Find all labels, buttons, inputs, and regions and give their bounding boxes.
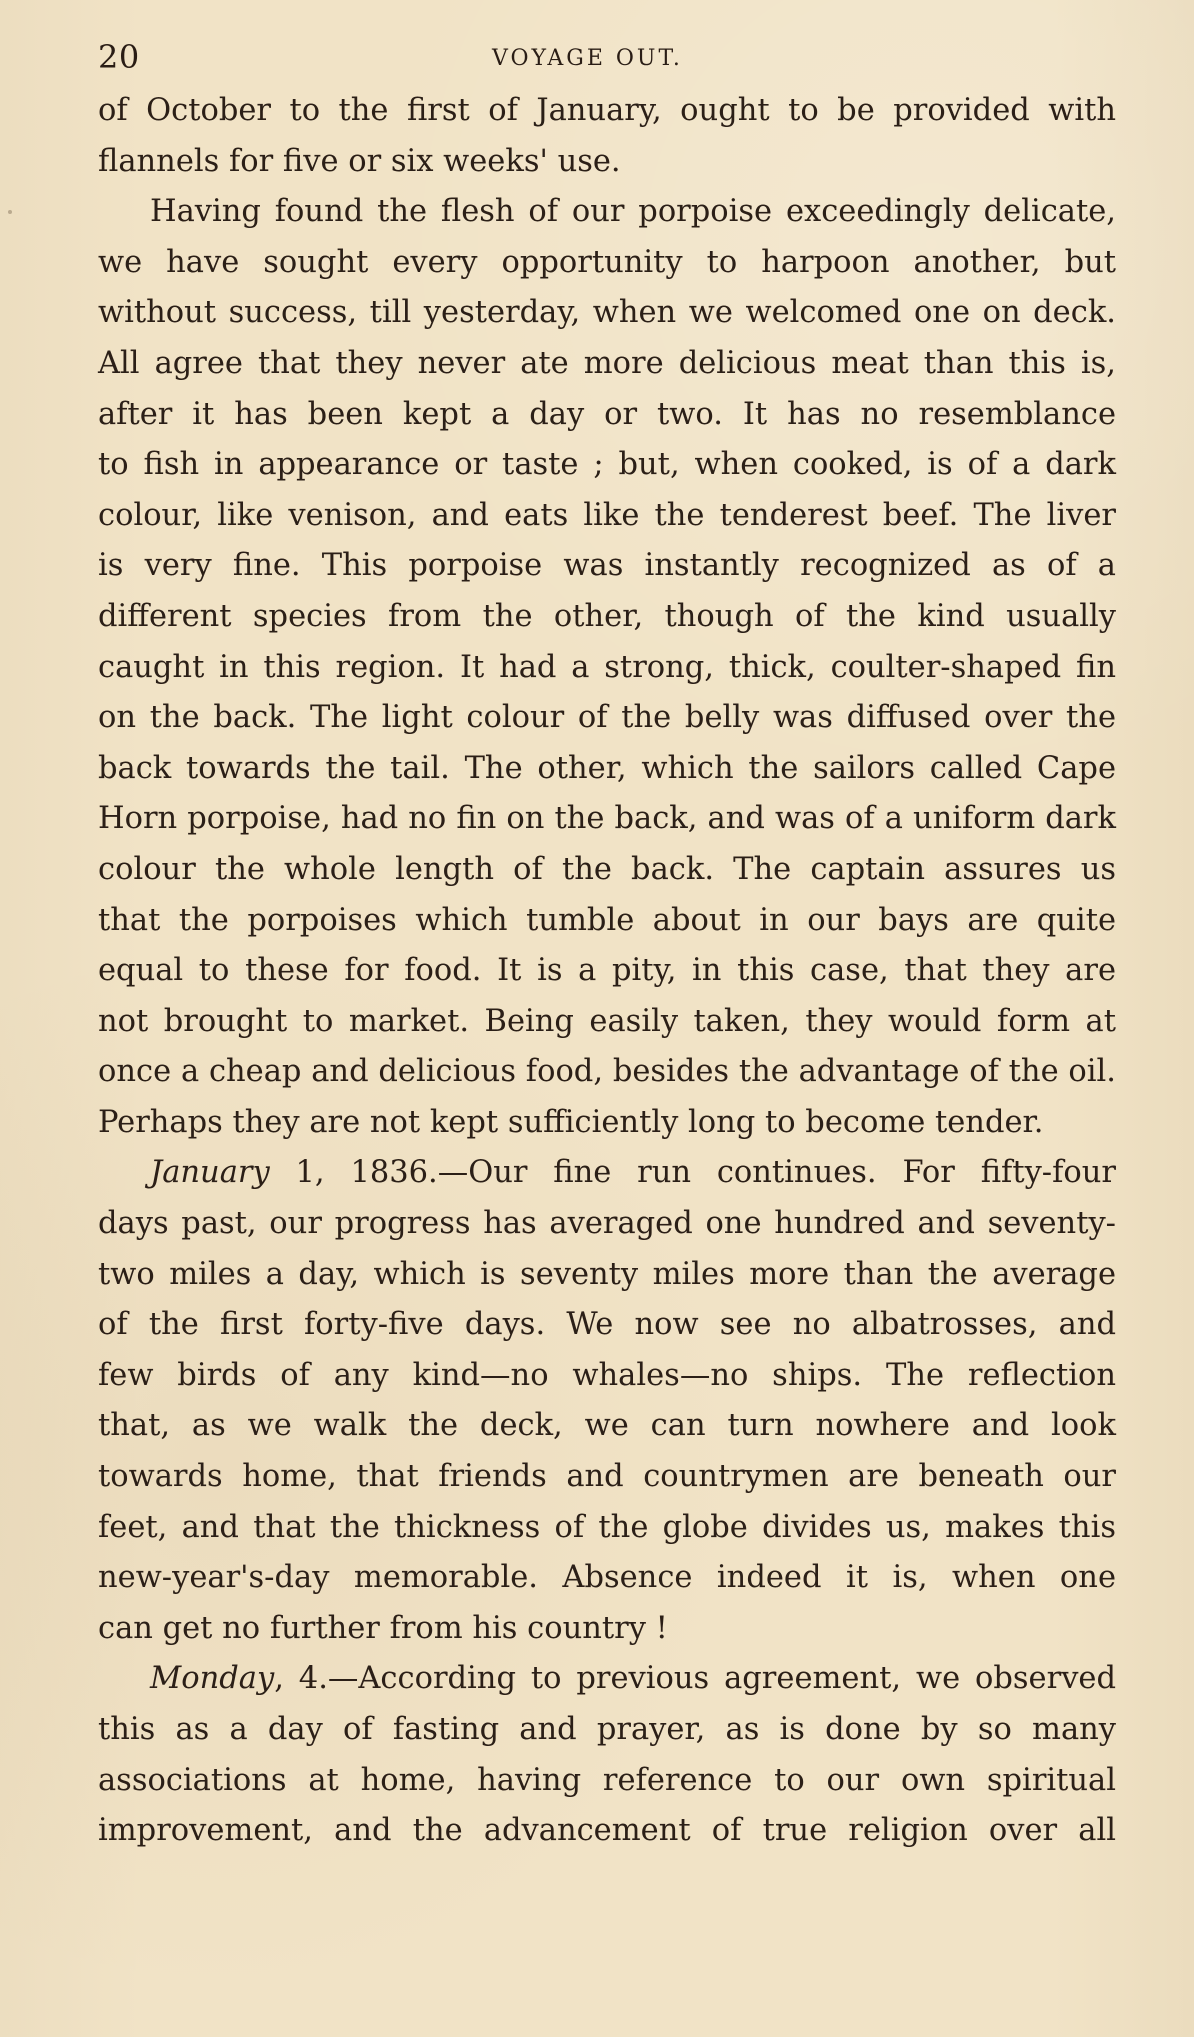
text-line: once a cheap and delicious food, besides the advantage of the oil. [98, 1054, 1116, 1090]
text-line: we have sought every opportunity to harpoon another, but [98, 244, 1116, 280]
text-line: Horn porpoise, had no fin on the back, and was of a uniform dark [98, 801, 1116, 837]
text-line [98, 1148, 1116, 1199]
text-line: is very fine. This porpoise was instantly recognized as of a [98, 548, 1116, 584]
text-line: that, as we walk the deck, we can turn nowhere and look [98, 1408, 1116, 1444]
text-line: Perhaps they are not kept sufficiently long to become tender. [98, 1104, 1044, 1140]
text-line: flannels for five or six weeks' use. [98, 143, 621, 179]
text-line: after it has been kept a day or two. It has no resemblance [98, 396, 1116, 432]
text-line: days past, our progress has averaged one hundred and seventy- [98, 1206, 1116, 1242]
text-line: feet, and that the thickness of the globe divides us, makes this [98, 1509, 1116, 1545]
text-line: can get no further from his country ! [98, 1610, 668, 1646]
day-entry-text: , 4.—According to previous agreement, we observed [274, 1661, 1116, 1697]
text-line: improvement, and the advancement of true religion over all [98, 1813, 1116, 1849]
text-line: of October to the first of January, ought to be provided with [98, 93, 1116, 128]
text-line: different species from the other, though of the kind usually [98, 598, 1116, 634]
text-line: without success, till yesterday, when we welcomed one on deck. [98, 295, 1116, 331]
page-number: 20 [98, 38, 140, 76]
main-text-block [98, 86, 1116, 1857]
text-line: towards home, that friends and countrymen are beneath our [98, 1459, 1116, 1495]
day-italic-text: Monday [150, 1661, 275, 1697]
text-line: All agree that they never ate more delicious meat than this is, [98, 345, 1116, 381]
text-line: that the porpoises which tumble about in our bays are quite [98, 902, 1116, 938]
text-line: Having found the flesh of our porpoise exceedingly delicate, [150, 194, 1116, 230]
text-line: few birds of any kind—no whales—no ships. The reflection [98, 1357, 1116, 1393]
text-line: not brought to market. Being easily taken, they would form at [98, 1003, 1116, 1039]
text-line: equal to these for food. It is a pity, in this case, that they are [98, 953, 1116, 989]
text-line: associations at home, having reference to our own spiritual [98, 1762, 1116, 1798]
text-line: two miles a day, which is seventy miles more than the average [98, 1256, 1116, 1292]
text-line: colour the whole length of the back. The captain assures us [98, 851, 1116, 887]
running-title: VOYAGE OUT. [492, 46, 683, 71]
text-line: colour, like venison, and eats like the tenderest beef. The liver [98, 497, 1116, 533]
page-speck [8, 210, 12, 214]
date-entry-text: 1, 1836.—Our fine run continues. For fifty-four [269, 1155, 1116, 1191]
text-line: new-year's-day memorable. Absence indeed it is, when one [98, 1560, 1116, 1596]
page-header [98, 38, 1116, 78]
text-line: of the first forty-five days. We now see no albatrosses, and [98, 1307, 1116, 1343]
date-italic-text: January [150, 1155, 270, 1191]
text-line: this as a day of fasting and prayer, as is done by so many [98, 1712, 1116, 1747]
text-line: on the back. The light colour of the belly was diffused over the [98, 700, 1116, 736]
text-line: to fish in appearance or taste ; but, when cooked, is of a dark [98, 447, 1116, 483]
text-line: caught in this region. It had a strong, thick, coulter-shaped fin [98, 649, 1116, 685]
text-line [98, 1654, 1116, 1705]
text-line: back towards the tail. The other, which the sailors called Cape [98, 750, 1116, 786]
